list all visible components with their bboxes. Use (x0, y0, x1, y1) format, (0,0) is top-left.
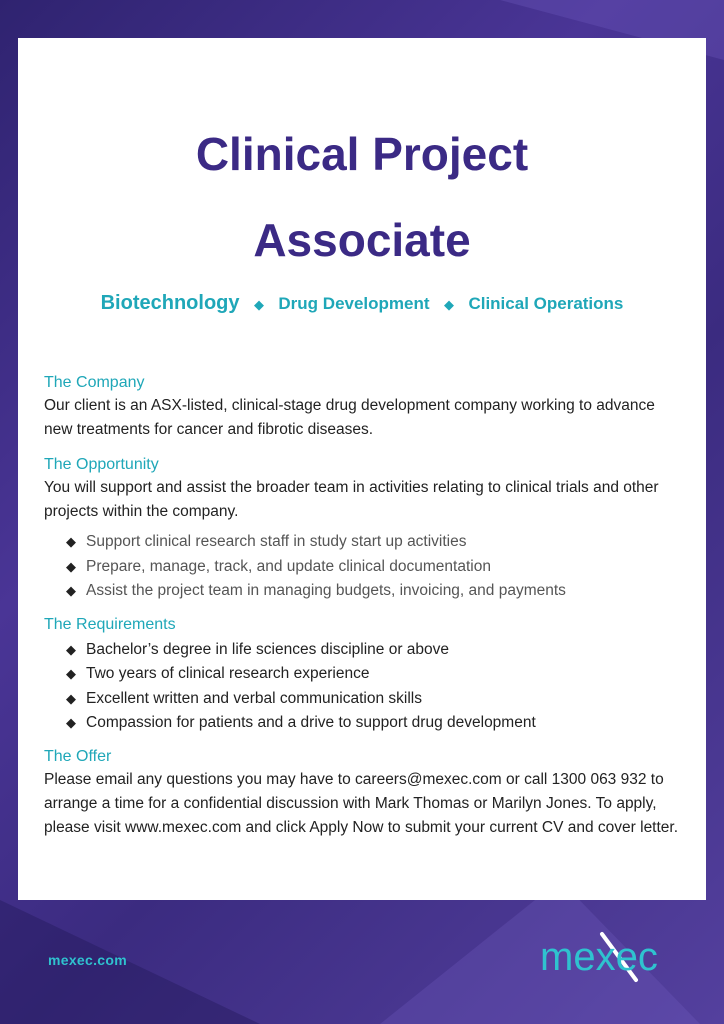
list-item: ◆ Support clinical research staff in study start up activities (66, 530, 684, 555)
section-heading: The Requirements (44, 615, 176, 633)
job-title-line-2: Associate (253, 214, 471, 266)
category-tags (18, 292, 706, 315)
section-company (44, 372, 684, 442)
tag-clinical-operations: Clinical Operations (468, 294, 624, 313)
list-item: ◆ Two years of clinical research experience (66, 662, 684, 687)
section-paragraph: Please email any questions you may have to careers@mexec.com or call 1300 063 932 to arrange a time for a confidential discussion with Mark Thomas or Marilyn Jones. To apply, please visit www.mexec.com and click Apply Now to submit your current CV and cover letter. (44, 770, 679, 836)
diamond-bullet-icon: ◆ (66, 666, 76, 681)
diamond-bullet-icon: ◆ (66, 690, 76, 706)
section-requirements (44, 614, 684, 736)
section-paragraph: You will support and assist the broader team in activities relating to clinical trials and other projects within the company. (44, 479, 659, 520)
list-item: ◆ Compassion for patients and a drive to support drug development (66, 711, 684, 736)
diamond-bullet-icon: ◆ (66, 715, 76, 730)
website-link[interactable]: mexec.com (48, 952, 127, 968)
list-item: ◆ Excellent written and verbal communication skills (66, 687, 684, 712)
job-description (44, 372, 684, 840)
job-title-line-1: Clinical Project (195, 128, 529, 180)
section-heading: The Opportunity (44, 456, 159, 473)
diamond-bullet-icon: ◆ (66, 583, 76, 598)
tag-drug-development: Drug Development (278, 294, 430, 313)
background-facet (0, 900, 260, 1024)
section-paragraph: Our client is an ASX-listed, clinical-stage drug development company working to advance new treatments for cancer and fibrotic diseases. (44, 397, 655, 438)
section-offer (44, 746, 684, 840)
section-heading: The Company (44, 374, 145, 391)
list-item: ◆ Prepare, manage, track, and update clinical documentation (66, 555, 684, 580)
opportunity-list (44, 530, 684, 604)
tag-biotechnology: Biotechnology (100, 292, 240, 314)
diamond-bullet-icon: ◆ (66, 558, 76, 574)
requirements-list (44, 638, 684, 736)
mexec-logo (540, 928, 690, 984)
diamond-bullet-icon: ◆ (66, 641, 76, 657)
job-title (18, 126, 706, 268)
diamond-bullet-icon: ◆ (66, 534, 76, 549)
diamond-separator-icon: ◆ (253, 297, 264, 312)
list-item: ◆ Assist the project team in managing budgets, invoicing, and payments (66, 579, 684, 604)
section-opportunity (44, 454, 684, 604)
diamond-separator-icon: ◆ (444, 297, 454, 312)
logo-text: mexec (540, 935, 658, 979)
list-item: ◆ Bachelor’s degree in life sciences discipline or above (66, 638, 684, 663)
content-panel (18, 38, 706, 900)
section-heading: The Offer (44, 747, 112, 765)
